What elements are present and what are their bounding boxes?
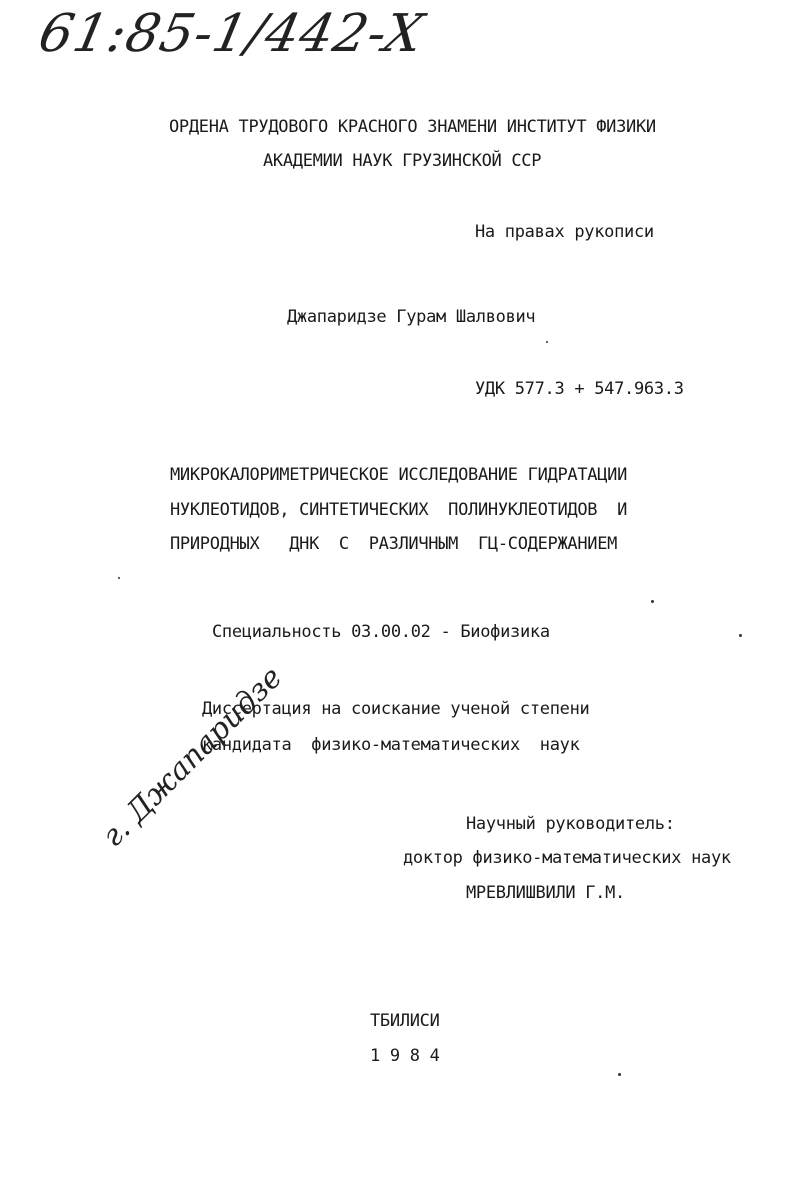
- author-name: Джапаридзе Гурам Шалвович: [287, 307, 536, 327]
- city: ТБИЛИСИ: [370, 1011, 440, 1031]
- udc-code: УДК 577.3 + 547.963.3: [475, 379, 684, 399]
- scan-speck: [739, 634, 742, 637]
- institution-line-2: АКАДЕМИИ НАУК ГРУЗИНСКОЙ ССР: [263, 151, 542, 171]
- scan-speck: [546, 341, 548, 343]
- specialty-line: Специальность 03.00.02 - Биофизика: [212, 622, 550, 642]
- author-signature: г. Джапаридзе: [95, 659, 290, 854]
- year: 1 9 8 4: [370, 1046, 440, 1066]
- title-line-2: НУКЛЕОТИДОВ, СИНТЕТИЧЕСКИХ ПОЛИНУКЛЕОТИДОВ И: [170, 500, 628, 520]
- title-line-3: ПРИРОДНЫХ ДНК С РАЗЛИЧНЫМ ГЦ-СОДЕРЖАНИЕМ: [170, 534, 618, 554]
- supervisor-name: МРЕВЛИШВИЛИ Г.М.: [466, 883, 625, 903]
- archive-code-handwritten: 61:85-1/442-X: [33, 4, 430, 64]
- manuscript-rights-note: На правах рукописи: [475, 222, 654, 242]
- scan-speck: [651, 600, 654, 603]
- title-line-1: МИКРОКАЛОРИМЕТРИЧЕСКОЕ ИССЛЕДОВАНИЕ ГИДРАТАЦИИ: [170, 465, 628, 485]
- dissertation-line-2: кандидата физико-математических наук: [202, 735, 580, 755]
- institution-line-1: ОРДЕНА ТРУДОВОГО КРАСНОГО ЗНАМЕНИ ИНСТИТУТ ФИЗИКИ: [169, 117, 656, 137]
- scan-speck: [118, 577, 120, 579]
- scan-speck: [618, 1073, 621, 1076]
- dissertation-line-1: Диссертация на соискание ученой степени: [202, 699, 590, 719]
- supervisor-label: Научный руководитель:: [466, 814, 675, 834]
- supervisor-degree: доктор физико-математических наук: [403, 848, 731, 868]
